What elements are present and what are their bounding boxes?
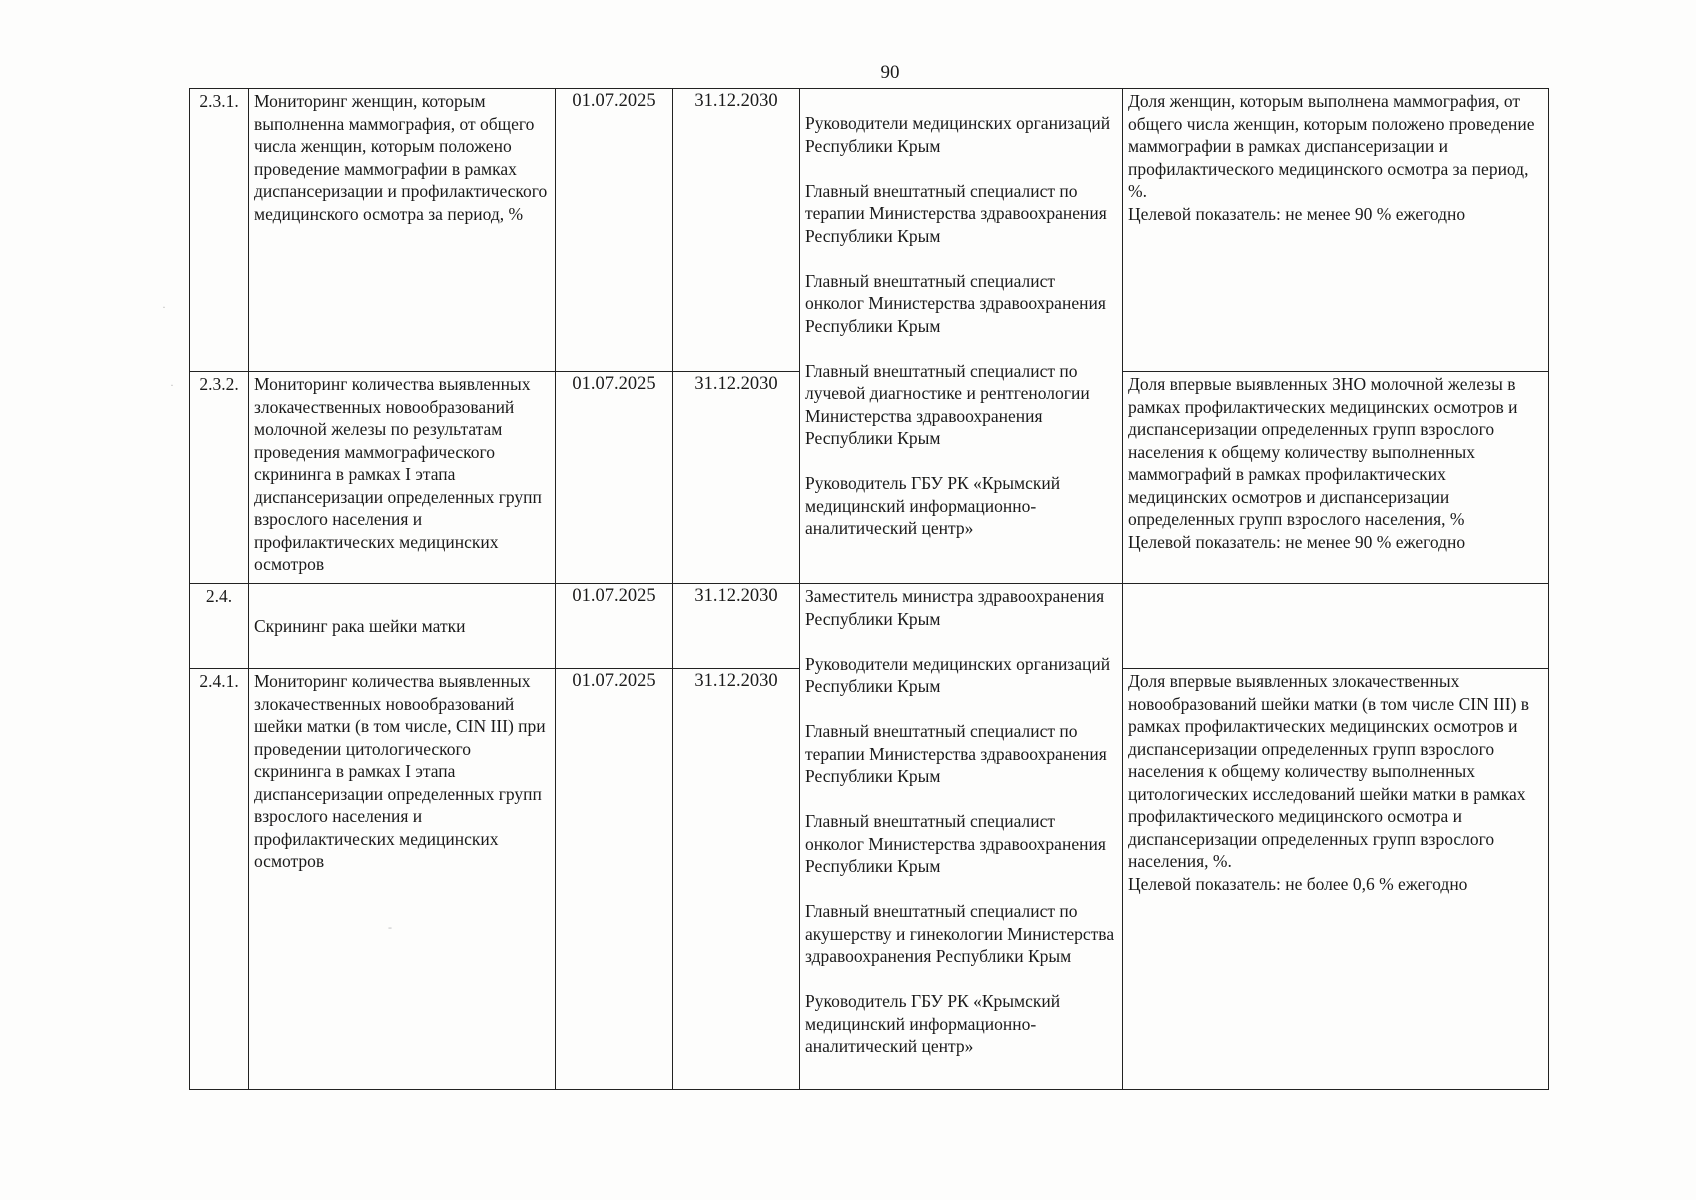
end-date: 31.12.2030 [673, 669, 800, 1090]
responsible-entry: Главный внештатный специалист по терапии Министерства здравоохранения Республики Крым [805, 721, 1107, 786]
target-text: Целевой показатель: не менее 90 % ежегодно [1128, 203, 1466, 224]
measure-title: Мониторинг женщин, которым выполненна маммография, от общего числа женщин, которым положено проведение маммографии в рамках диспансеризации и профилактического медицинского осмотра за период, % [249, 89, 556, 372]
responsible-entry: Руководители медицинских организаций Республики Крым [805, 653, 1111, 696]
responsible-cell [800, 89, 1123, 584]
indicator-cell [1123, 89, 1549, 372]
responsible-entry: Главный внештатный специалист по терапии Министерства здравоохранения Республики Крым [805, 180, 1107, 246]
responsible-entry: Главный внештатный специалист онколог Министерства здравоохранения Республики Крым [805, 270, 1106, 336]
start-date: 01.07.2025 [556, 89, 673, 372]
row-number: 2.4.1. [190, 669, 249, 1090]
indicator-cell [1123, 372, 1549, 584]
measure-title: Скрининг рака шейки матки [249, 584, 556, 669]
indicator-text: Доля впервые выявленных злокачественных новообразований шейки матки (в том числе CIN III) в рамках профилактических медицинских осмотров и диспансеризации определенных групп взрослого населения к общему количеству выполненных цитологических исследований шейки матки в рамках профилактического медицинского осмотра и диспансеризации определенных групп взрослого населения, %. [1128, 671, 1530, 871]
table-row [190, 584, 1549, 669]
start-date: 01.07.2025 [556, 669, 673, 1090]
responsible-entry: Заместитель министра здравоохранения Республики Крым [805, 586, 1105, 629]
table-row [190, 89, 1549, 372]
measures-table [189, 88, 1549, 1090]
page-number: 90 [880, 62, 900, 83]
target-text: Целевой показатель: не менее 90 % ежегодно [1128, 531, 1466, 552]
measure-title: Мониторинг количества выявленных злокачественных новообразований молочной железы по результатам проведения маммографического скрининга в рамках I этапа диспансеризации определенных групп взрослого населения и профилактических медицинских осмотров [249, 372, 556, 584]
responsible-entry: Главный внештатный специалист по акушерству и гинекологии Министерства здравоохранения Республики Крым [805, 901, 1115, 966]
end-date: 31.12.2030 [673, 584, 800, 669]
start-date: 01.07.2025 [556, 372, 673, 584]
row-number: 2.3.2. [190, 372, 249, 584]
indicator-cell [1123, 584, 1549, 669]
scan-speck: · [170, 378, 174, 392]
scan-speck: - [388, 920, 392, 934]
responsible-entry: Руководитель ГБУ РК «Крымский медицинский информационно-аналитический центр» [805, 473, 1061, 538]
end-date: 31.12.2030 [673, 372, 800, 584]
target-text: Целевой показатель: не более 0,6 % ежегодно [1128, 873, 1468, 894]
indicator-text: Доля женщин, которым выполнена маммография, от общего числа женщин, которым положено проведение маммографии в рамках диспансеризации и профилактического медицинского осмотра за период, %. [1128, 91, 1535, 201]
responsible-entry: Руководитель ГБУ РК «Крымский медицинский информационно-аналитический центр» [805, 991, 1061, 1056]
responsible-entry: Главный внештатный специалист онколог Министерства здравоохранения Республики Крым [805, 811, 1106, 876]
end-date: 31.12.2030 [673, 89, 800, 372]
responsible-entry: Главный внештатный специалист по лучевой диагностике и рентгенологии Министерства здравоохранения Республики Крым [805, 360, 1090, 448]
indicator-cell [1123, 669, 1549, 1090]
row-number: 2.4. [190, 584, 249, 669]
measure-title: Мониторинг количества выявленных злокачественных новообразований шейки матки (в том числе, CIN III) при проведении цитологического скрининга в рамках I этапа диспансеризации определенных групп взрослого населения и профилактических медицинских осмотров [249, 669, 556, 1090]
indicator-text: Доля впервые выявленных ЗНО молочной железы в рамках профилактических медицинских осмотров и диспансеризации определенных групп взрослого населения к общему количеству выполненных маммографий в рамках профилактических медицинских осмотров и диспансеризации определенных групп взрослого населения, % [1128, 374, 1518, 529]
row-number: 2.3.1. [190, 89, 249, 372]
responsible-cell [800, 584, 1123, 1090]
responsible-entry: Руководители медицинских организаций Республики Крым [805, 113, 1111, 156]
start-date: 01.07.2025 [556, 584, 673, 669]
scan-speck: · [162, 300, 166, 314]
